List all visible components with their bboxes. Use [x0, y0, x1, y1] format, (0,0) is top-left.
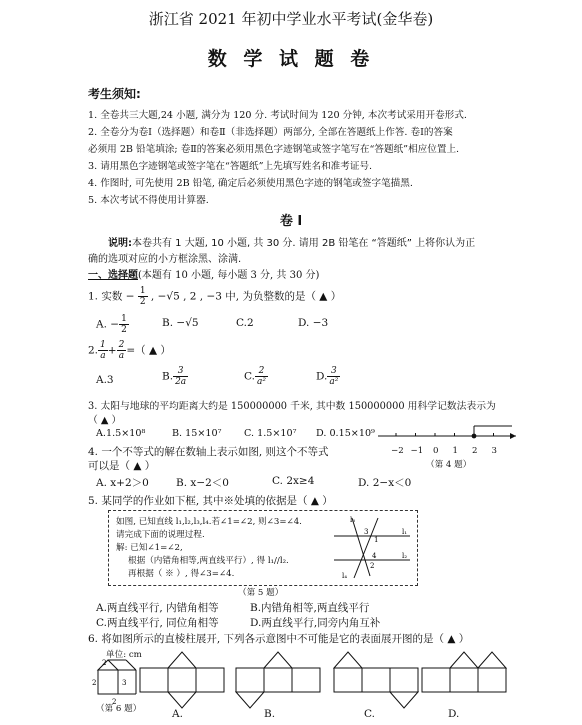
q2-f2-den: a [118, 351, 125, 361]
q2-opt-c-den: a² [257, 377, 266, 387]
q2-stem-post: =（ ▲ ） [126, 344, 171, 357]
q2-opt-d-fraction [327, 366, 340, 387]
prism-front-face [98, 670, 118, 694]
prism-figure [92, 656, 138, 706]
question-3-stem: 3. 太阳与地球的平均距离大约是 150000000 千米, 其中数 150000000 用科学记数法表示为 [88, 401, 496, 412]
homework-line-1: 如图, 已知直线 l₁,l₂,l₃,l₄.若∠1=∠2, 则∠3=∠4. [116, 517, 302, 527]
q6-unit-label: 单位: cm [106, 650, 142, 660]
part-heading [88, 266, 319, 281]
net-option-a-label: A. [172, 708, 183, 720]
q2-option-a: A.3 [96, 374, 114, 386]
label-l4: l₄ [342, 572, 348, 580]
part-note: (本题有 10 小题, 每小题 3 分, 共 30 分) [138, 270, 320, 281]
line-l3 [352, 518, 370, 576]
q2-option-c [244, 366, 268, 387]
q3-option-b: B. 15×10⁷ [172, 428, 222, 439]
homework-line-2: 请完成下面的说理过程. [116, 530, 205, 540]
exam-subtitle: 数 学 试 题 卷 [207, 48, 375, 70]
exam-title: 浙江省 2021 年初中学业水平考试(金华卷) [148, 10, 434, 28]
angle-4-label: 4 [372, 552, 377, 560]
homework-line-3: 解: 已知∠1=∠2, [116, 543, 183, 553]
net-option-d-label: D. [448, 708, 460, 720]
label-l3: l₃ [350, 516, 356, 524]
q2-f2-num: 2 [118, 340, 125, 350]
q2-f1-num: 1 [100, 340, 106, 350]
notice-item-1: 1. 全卷共三大题,24 小题, 满分为 120 分. 考试时间为 120 分钟, 本次考试采用开卷形式. [88, 110, 467, 121]
section-desc-line2: 确的选项对应的小方框涂黑、涂满. [88, 254, 242, 265]
q4-option-a: A. x+2＞0 [96, 477, 149, 489]
prism-dim-top: 2 [102, 659, 107, 667]
q5-figure-caption: （第 5 题） [238, 588, 284, 598]
homework-line-5: 再根据（ ※ ）, 得∠3=∠4. [128, 569, 235, 579]
q2-opt-d-den: a² [329, 377, 339, 387]
prism-front-triangle [98, 660, 118, 670]
q2-frac-2 [117, 340, 127, 361]
number-line-tick-label: 2 [472, 446, 478, 456]
q1-opt-a-num: 1 [121, 314, 127, 324]
number-line-tick-label: −2 [391, 446, 404, 456]
q2-opt-c-label: C. [244, 370, 255, 383]
prism-back-slope [126, 660, 136, 670]
q5-option-a: A.两直线平行, 内错角相等 [96, 602, 219, 614]
section-desc-label: 说明: [108, 238, 132, 249]
q1-stem-a: 1. 实数 − [88, 290, 135, 303]
net-option-c-label: C. [364, 708, 375, 720]
net-option-a [138, 648, 228, 710]
q2-plus: + [107, 344, 117, 357]
parallel-lines-figure [330, 514, 414, 580]
prism-dim-depth: 3 [122, 679, 127, 687]
question-2-stem [88, 340, 171, 361]
q1-opt-a-text: A. − [96, 318, 120, 331]
question-3-stem-end: （ ▲ ） [88, 415, 122, 426]
q4-option-b: B. x−2＜0 [176, 477, 229, 489]
prism-dim-left: 2 [92, 679, 97, 687]
angle-2-label: 2 [370, 562, 375, 570]
label-l1: l₁ [402, 528, 408, 536]
section-title: 卷 Ⅰ [279, 214, 303, 229]
q3-option-c: C. 1.5×10⁷ [244, 428, 297, 439]
q1-option-a [96, 314, 129, 335]
q2-option-d [316, 366, 340, 387]
q1-frac-num: 1 [139, 286, 146, 296]
q3-option-a: A.1.5×10⁸ [96, 428, 146, 439]
notice-item-4: 4. 作图时, 可先使用 2B 铅笔, 确定后必须使用黑色字迹的钢笔或签字笔描黑. [88, 178, 413, 189]
q2-f1-den: a [100, 351, 106, 361]
q1-frac-den: 2 [139, 297, 146, 307]
q5-option-c: C.两直线平行, 同位角相等 [96, 617, 219, 629]
question-5-stem: 5. 某同学的作业如下框, 其中※处填的依据是（ ▲ ） [88, 495, 333, 507]
q2-opt-c-num: 2 [255, 366, 268, 377]
q2-opt-b-fraction [173, 366, 188, 387]
angle-3-label: 3 [364, 528, 369, 536]
question-1-stem [88, 286, 341, 307]
q1-option-c: C.2 [236, 317, 254, 329]
number-line-arrow [510, 433, 516, 439]
q2-opt-b-num: 3 [173, 366, 188, 377]
solution-endpoint [472, 434, 477, 439]
q2-opt-c-fraction [255, 366, 268, 387]
question-4-stem: 4. 一个不等式的解在数轴上表示如图, 则这个不等式 [88, 446, 329, 458]
net-option-b [234, 648, 324, 710]
q4-option-c: C. 2x≥4 [272, 475, 315, 487]
label-l2: l₂ [402, 552, 408, 560]
q2-option-b [162, 366, 188, 387]
notice-item-3: 3. 请用黑色字迹钢笔或签字笔在“答题纸”上先填写姓名和准考证号. [88, 161, 373, 172]
q1-opt-a-den: 2 [121, 325, 127, 335]
section-desc-text: 本卷共有 1 大题, 10 小题, 共 30 分. 请用 2B 铅笔在 “答题纸” 上将你认为正 [132, 238, 476, 249]
q2-opt-b-den: 2a [175, 377, 187, 387]
net-option-b-label: B. [264, 708, 276, 720]
q3-option-d: D. 0.15×10⁹ [316, 428, 375, 439]
q2-frac-1 [98, 340, 108, 361]
net-option-c [332, 648, 422, 710]
q2-opt-d-label: D. [316, 370, 328, 383]
q1-option-d: D. −3 [298, 317, 329, 329]
number-line-tick-label: −1 [410, 446, 424, 456]
homework-line-4: 根据（内错角相等,两直线平行）, 得 l₁//l₂. [128, 556, 289, 566]
q1-opt-a-fraction [119, 314, 129, 335]
q2-opt-b-label: B. [162, 370, 174, 383]
number-line-tick-label: 0 [433, 446, 439, 456]
q5-option-d: D.两直线平行,同旁内角互补 [250, 617, 381, 629]
prism-dim-bottom: 2 [112, 698, 117, 706]
net-option-d [420, 648, 510, 710]
q4-figure-caption: （第 4 题） [426, 460, 472, 470]
number-line-tick-label: 1 [452, 446, 458, 456]
notice-item-2: 2. 全卷分为卷Ⅰ（选择题）和卷Ⅱ（非选择题）两部分, 全部在答题纸上作答. 卷Ⅰ的答案 [88, 127, 453, 138]
q6-figure-caption: （第 6 题） [96, 704, 142, 714]
part-label: 一、选择题 [88, 270, 138, 281]
number-line-tick-label: 3 [491, 446, 497, 456]
notice-item-2-cont: 必须用 2B 铅笔填涂; 卷Ⅱ的答案必须用黑色字迹钢笔或签字笔写在“答题纸”相应位置上. [88, 144, 460, 155]
notice-item-5: 5. 本次考试不得使用计算器. [88, 195, 209, 206]
q4-option-d: D. 2−x＜0 [358, 477, 412, 489]
question-6-stem: 6. 将如图所示的直棱柱展开, 下列各示意图中不可能是它的表面展开图的是（ ▲ ） [88, 633, 470, 645]
section-desc-line1 [108, 234, 475, 249]
question-4-stem-2: 可以是（ ▲ ） [88, 460, 156, 472]
q2-stem-pre: 2. [88, 344, 99, 357]
q2-opt-d-num: 3 [327, 366, 340, 377]
q5-option-b: B.内错角相等,两直线平行 [250, 602, 370, 614]
q1-option-b: B. −√5 [162, 317, 199, 329]
q1-fraction [138, 286, 148, 307]
notice-heading: 考生须知: [88, 87, 141, 101]
angle-1-label: 1 [374, 536, 379, 544]
q1-stem-b: , −√5 , 2 , −3 中, 为负整数的是（ ▲ ） [150, 290, 342, 303]
